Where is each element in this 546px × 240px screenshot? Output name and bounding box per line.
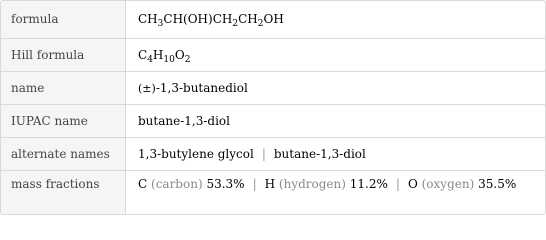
row-label: mass fractions (1, 171, 126, 215)
separator: | (261, 147, 266, 161)
separator: | (252, 177, 257, 191)
alternate-name: 1,3-butylene glycol (138, 147, 254, 161)
row-label: IUPAC name (1, 105, 126, 138)
hill-formula-value: $C_4H_{10}O_2$ (138, 48, 191, 65)
stereo-prefix: (±) (138, 82, 156, 95)
formula-value: $CH_3CH(OH)CH_2CH_2OH$ (138, 12, 284, 29)
row-label: name (1, 72, 126, 105)
name-value: (±)-1,3-butanediol (138, 81, 248, 95)
row-label: alternate names (1, 138, 126, 171)
iupac-name-value: butane-1,3-diol (138, 114, 230, 128)
row-label: formula (1, 1, 126, 38)
row-iupac-name (1, 104, 545, 138)
mass-fractions-value: C (carbon) 53.3% | H (hydrogen) 11.2% | O (oxygen) 35.5% (138, 177, 517, 191)
row-formula (1, 1, 545, 38)
row-mass-fractions (1, 170, 545, 215)
row-label: Hill formula (1, 39, 126, 72)
alternate-name: butane-1,3-diol (273, 147, 366, 161)
row-name (1, 71, 545, 105)
row-hill-formula (1, 38, 545, 72)
alternate-names-value (138, 138, 537, 170)
row-alternate-names (1, 137, 545, 171)
separator: | (395, 177, 400, 191)
